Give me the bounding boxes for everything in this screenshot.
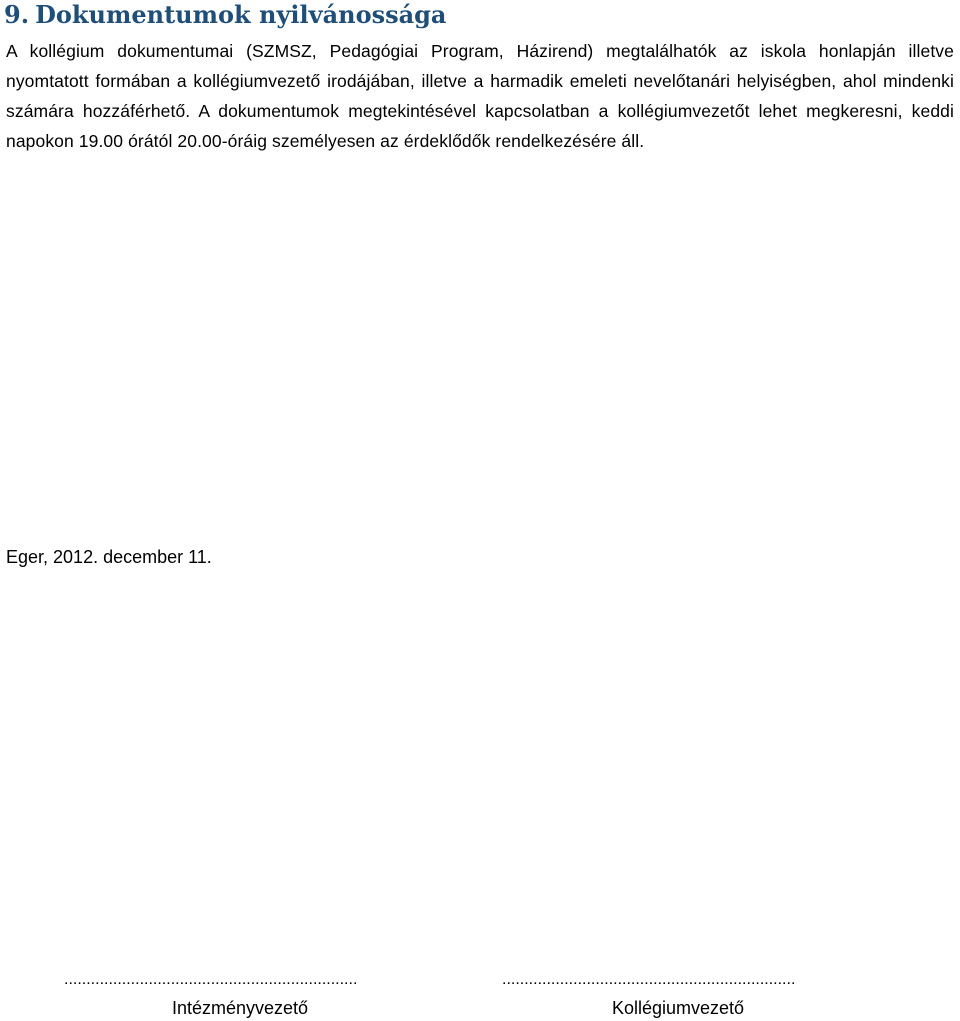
section-title: Dokumentumok nyilvánossága xyxy=(35,0,447,29)
signature-line: .................................................................. xyxy=(502,971,796,988)
signature-title: Intézményvezető xyxy=(171,998,309,1018)
signature-block-principal xyxy=(60,970,420,1019)
signature-block-dormitory-head xyxy=(498,970,858,1019)
place-date: Eger, 2012. december 11. xyxy=(6,547,212,567)
section-heading xyxy=(4,0,446,30)
section-number: 9. xyxy=(4,0,30,29)
signature-title: Kollégiumvezető xyxy=(611,998,745,1018)
body-paragraph: A kollégium dokumentumai (SZMSZ, Pedagógiai Program, Házirend) megtalálhatók az iskola honlapján illetve nyomtatott formában a kollégiumvezető irodájában, illetve a harmadik emeleti nevelőtanári helyiségben, ahol mindenki számára hozzáférhető. A dokumentumok megtekintésével kapcsolatban a kollégiumvezetőt lehet megkeresni, keddi napokon 19.00 órától 20.00-óráig személyesen az érdeklődők rendelkezésére áll. xyxy=(6,41,954,151)
signature-line: .................................................................. xyxy=(64,971,358,988)
